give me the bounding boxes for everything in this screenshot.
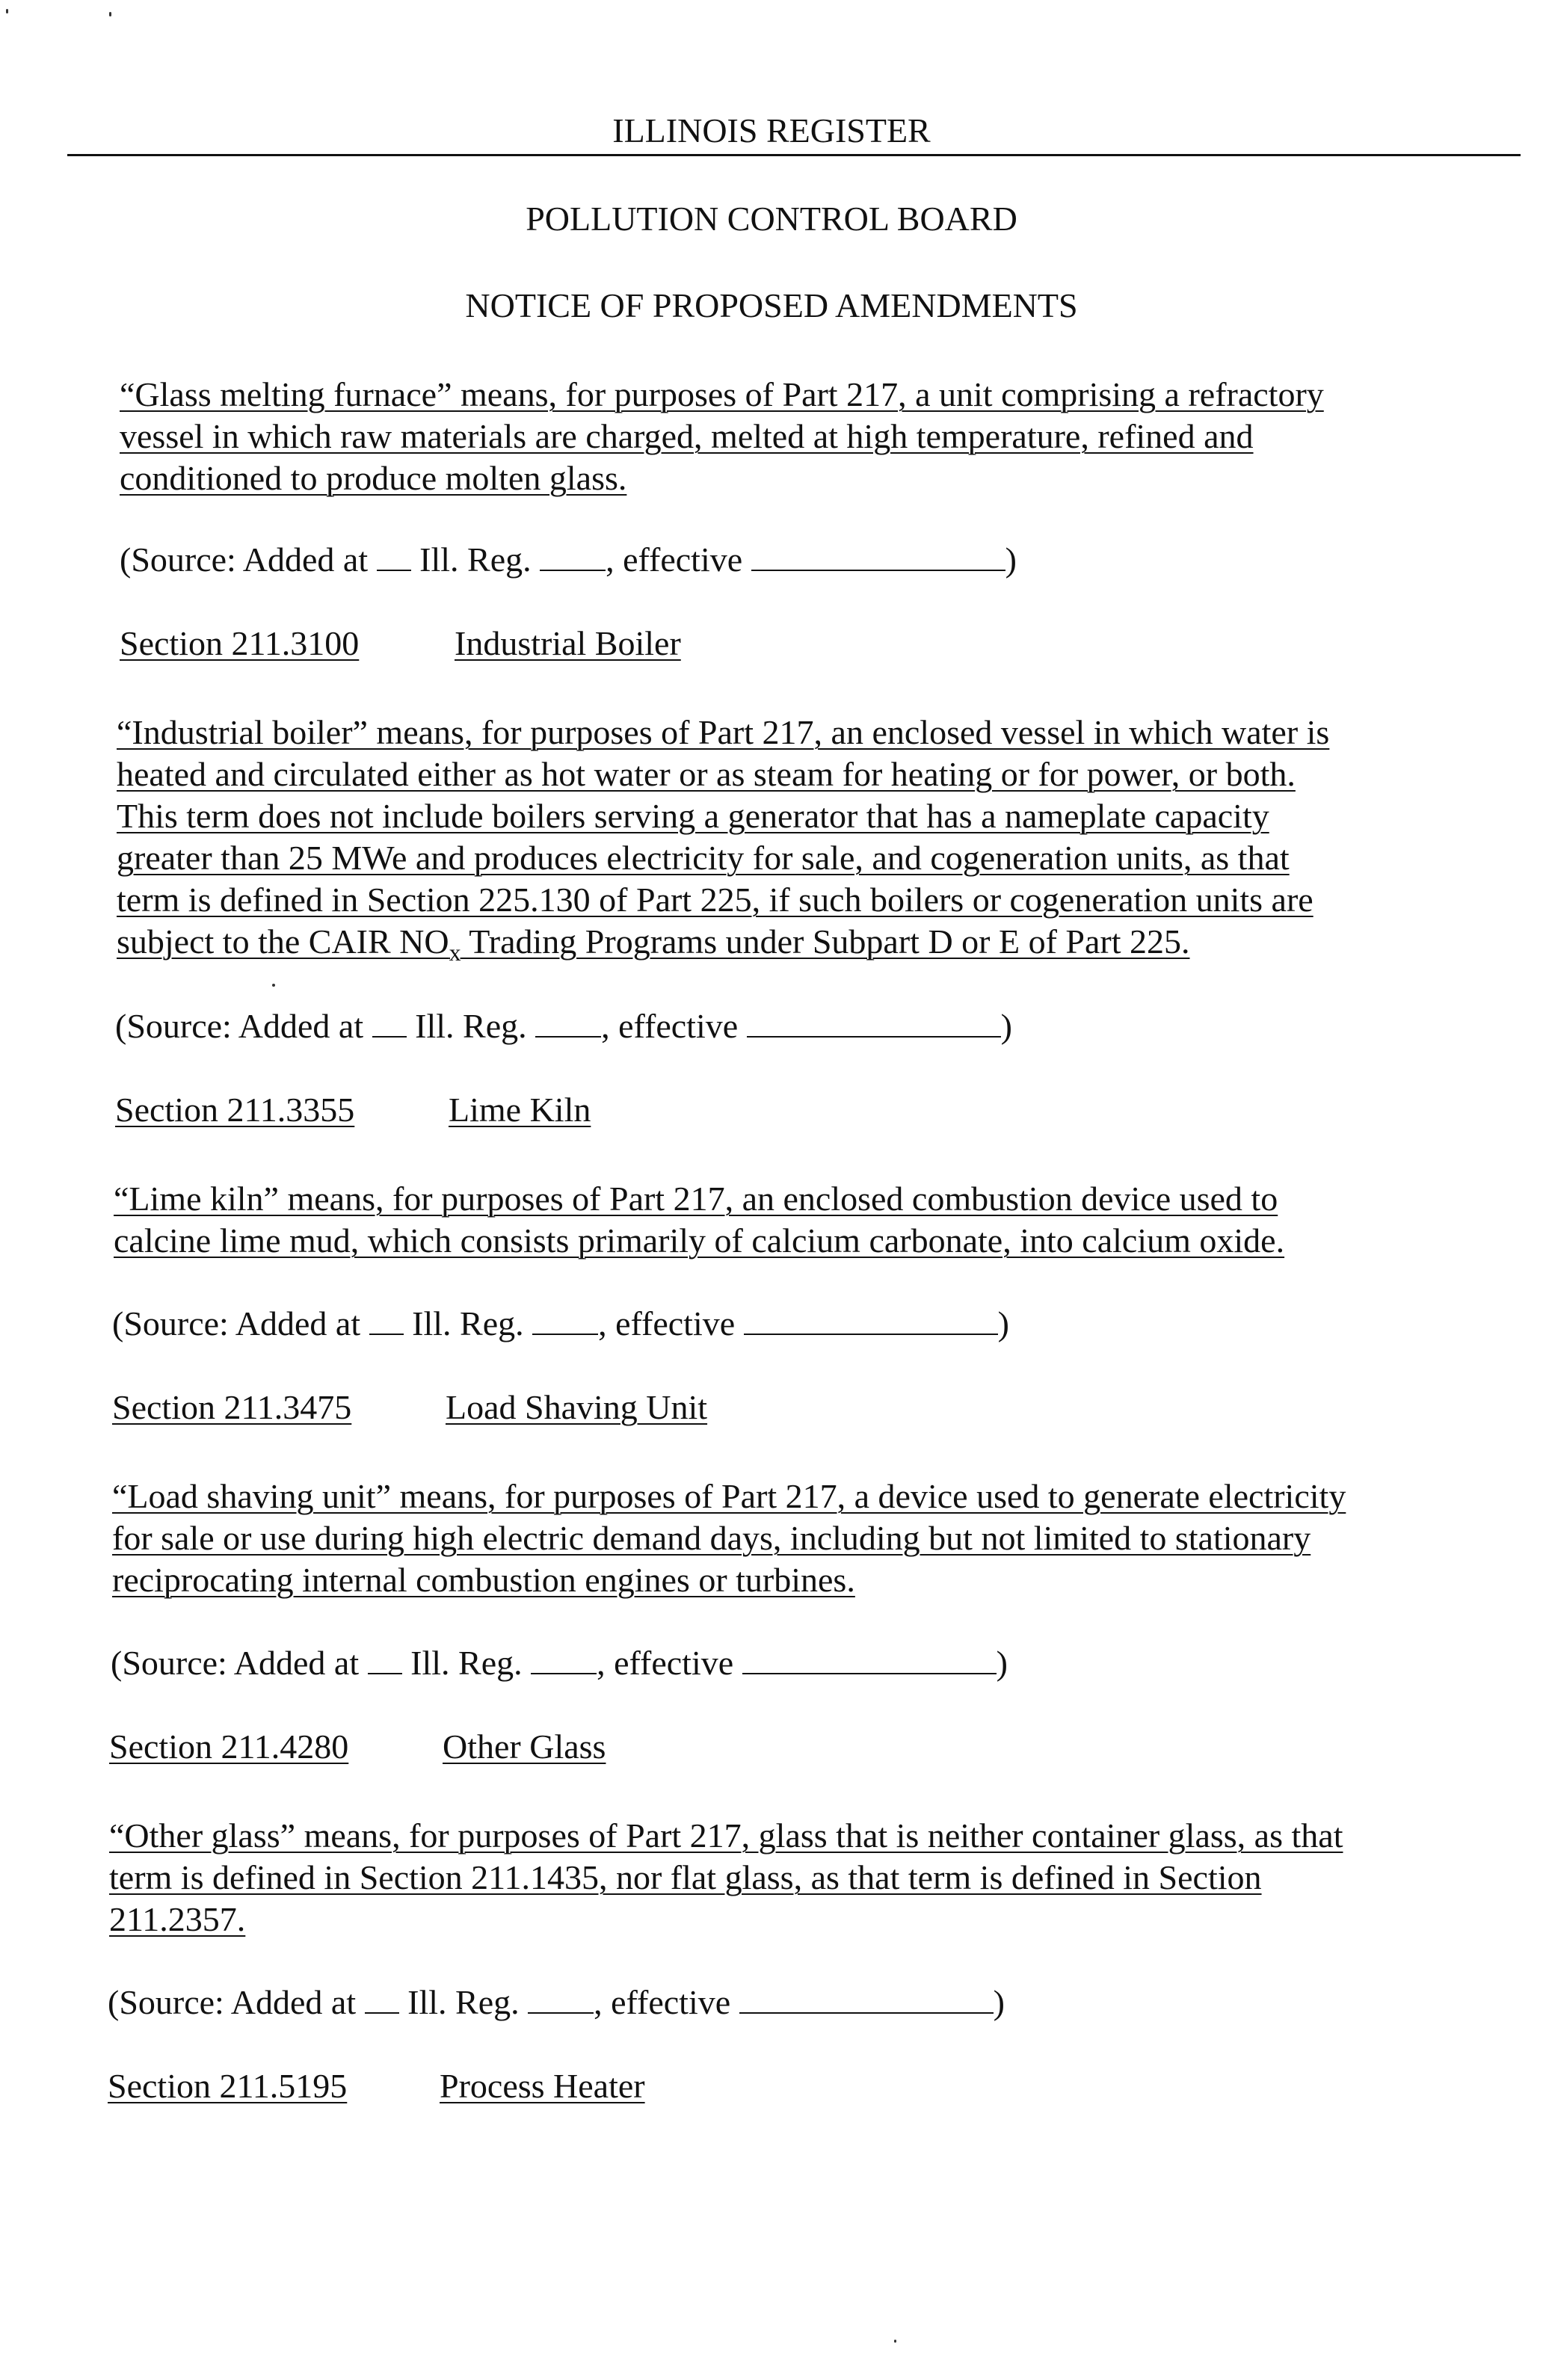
source-prefix: (Source: Added at [108, 1983, 357, 2021]
industrial-boiler-definition [117, 712, 1329, 973]
definition-line: term is defined in Section 211.1435, nor flat glass, as that term is defined in Section [109, 1858, 1262, 1896]
definition-line: “Industrial boiler” means, for purposes of Part 217, an enclosed vessel in which water is [117, 713, 1330, 751]
blank-date [747, 1035, 1001, 1038]
scan-speck [894, 2340, 896, 2343]
source-close: ) [993, 1983, 1005, 2021]
definition-line: reciprocating internal combustion engines or turbines. [112, 1561, 855, 1599]
register-title: ILLINOIS REGISTER [612, 111, 931, 149]
blank-page [540, 569, 606, 571]
source-close: ) [1005, 540, 1017, 579]
definition-line: vessel in which raw materials are charged, melted at high temperature, refined and [120, 417, 1254, 455]
blank-page [532, 1333, 598, 1335]
section-number: Section 211.3355 [115, 1091, 355, 1129]
blank-date [742, 1672, 997, 1674]
definition-text: Trading Programs under Subpart D or E of Part 225. [461, 922, 1190, 961]
section-title: Process Heater [440, 2067, 645, 2105]
source-effective: , effective [594, 1983, 731, 2021]
scan-speck [272, 984, 275, 987]
blank-date [751, 569, 1005, 571]
definition-line: calcine lime mud, which consists primarily of calcium carbonate, into calcium oxide. [114, 1221, 1285, 1260]
definition-line: 211.2357. [109, 1900, 246, 1938]
blank-page [535, 1035, 601, 1038]
blank-page [528, 2011, 594, 2014]
other-glass-definition [109, 1815, 1343, 1940]
definition-line: heated and circulated either as hot water or as steam for heating or for power, or both. [117, 755, 1296, 793]
blank-volume [365, 2011, 399, 2014]
blank-volume [368, 1672, 402, 1674]
section-title: Load Shaving Unit [446, 1388, 708, 1426]
source-ill-reg: Ill. Reg. [412, 1304, 524, 1342]
source-effective: , effective [606, 540, 743, 579]
source-close: ) [1000, 1007, 1012, 1045]
section-number: Section 211.3100 [120, 624, 360, 662]
source-close: ) [997, 1304, 1009, 1342]
source-line [120, 540, 1017, 579]
source-prefix: (Source: Added at [115, 1007, 364, 1045]
load-shaving-definition [112, 1476, 1346, 1601]
source-effective: , effective [597, 1644, 734, 1682]
blank-volume [372, 1035, 407, 1038]
source-prefix: (Source: Added at [111, 1644, 360, 1682]
source-close: ) [996, 1644, 1008, 1682]
definition-line: for sale or use during high electric demand days, including but not limited to stationary [112, 1519, 1311, 1557]
source-line [115, 1006, 1012, 1046]
blank-volume [369, 1333, 404, 1335]
blank-volume [377, 569, 411, 571]
definition-line: term is defined in Section 225.130 of Part 225, if such boilers or cogeneration units are [117, 881, 1313, 919]
definition-line: “Load shaving unit” means, for purposes of Part 217, a device used to generate electricity [112, 1477, 1346, 1515]
definition-line [117, 921, 1329, 973]
source-line [112, 1304, 1009, 1343]
definition-line: “Glass melting furnace” means, for purposes of Part 217, a unit comprising a refractory [120, 375, 1324, 413]
definition-line: “Other glass” means, for purposes of Part 217, glass that is neither container glass, as that [109, 1816, 1343, 1855]
source-prefix: (Source: Added at [112, 1304, 361, 1342]
definition-text: subject to the CAIR NO [117, 922, 449, 961]
scan-speck [6, 9, 8, 13]
source-effective: , effective [601, 1007, 739, 1045]
glass-furnace-definition [120, 374, 1324, 499]
nox-subscript: x [449, 939, 461, 966]
source-ill-reg: Ill. Reg. [407, 1983, 520, 2021]
blank-date [739, 2011, 994, 2014]
source-ill-reg: Ill. Reg. [419, 540, 532, 579]
section-title: Industrial Boiler [455, 624, 681, 662]
definition-line: This term does not include boilers serving a generator that has a nameplate capacity [117, 797, 1269, 835]
source-line [108, 1982, 1005, 2022]
source-effective: , effective [598, 1304, 736, 1342]
section-number: Section 211.4280 [109, 1727, 349, 1766]
section-number: Section 211.3475 [112, 1388, 352, 1426]
board-title: POLLUTION CONTROL BOARD [526, 200, 1017, 238]
scan-speck [109, 12, 111, 16]
source-line [111, 1643, 1008, 1683]
source-prefix: (Source: Added at [120, 540, 369, 579]
source-ill-reg: Ill. Reg. [415, 1007, 527, 1045]
definition-line: greater than 25 MWe and produces electricity for sale, and cogeneration units, as that [117, 839, 1290, 877]
header-rule [67, 154, 1521, 156]
blank-date [744, 1333, 998, 1335]
notice-title: NOTICE OF PROPOSED AMENDMENTS [465, 286, 1078, 324]
section-title: Other Glass [443, 1727, 606, 1766]
section-number: Section 211.5195 [108, 2067, 348, 2105]
blank-page [531, 1672, 597, 1674]
lime-kiln-definition [114, 1178, 1284, 1262]
definition-line: “Lime kiln” means, for purposes of Part 217, an enclosed combustion device used to [114, 1180, 1278, 1218]
source-ill-reg: Ill. Reg. [410, 1644, 523, 1682]
section-title: Lime Kiln [449, 1091, 591, 1129]
definition-line: conditioned to produce molten glass. [120, 459, 627, 497]
